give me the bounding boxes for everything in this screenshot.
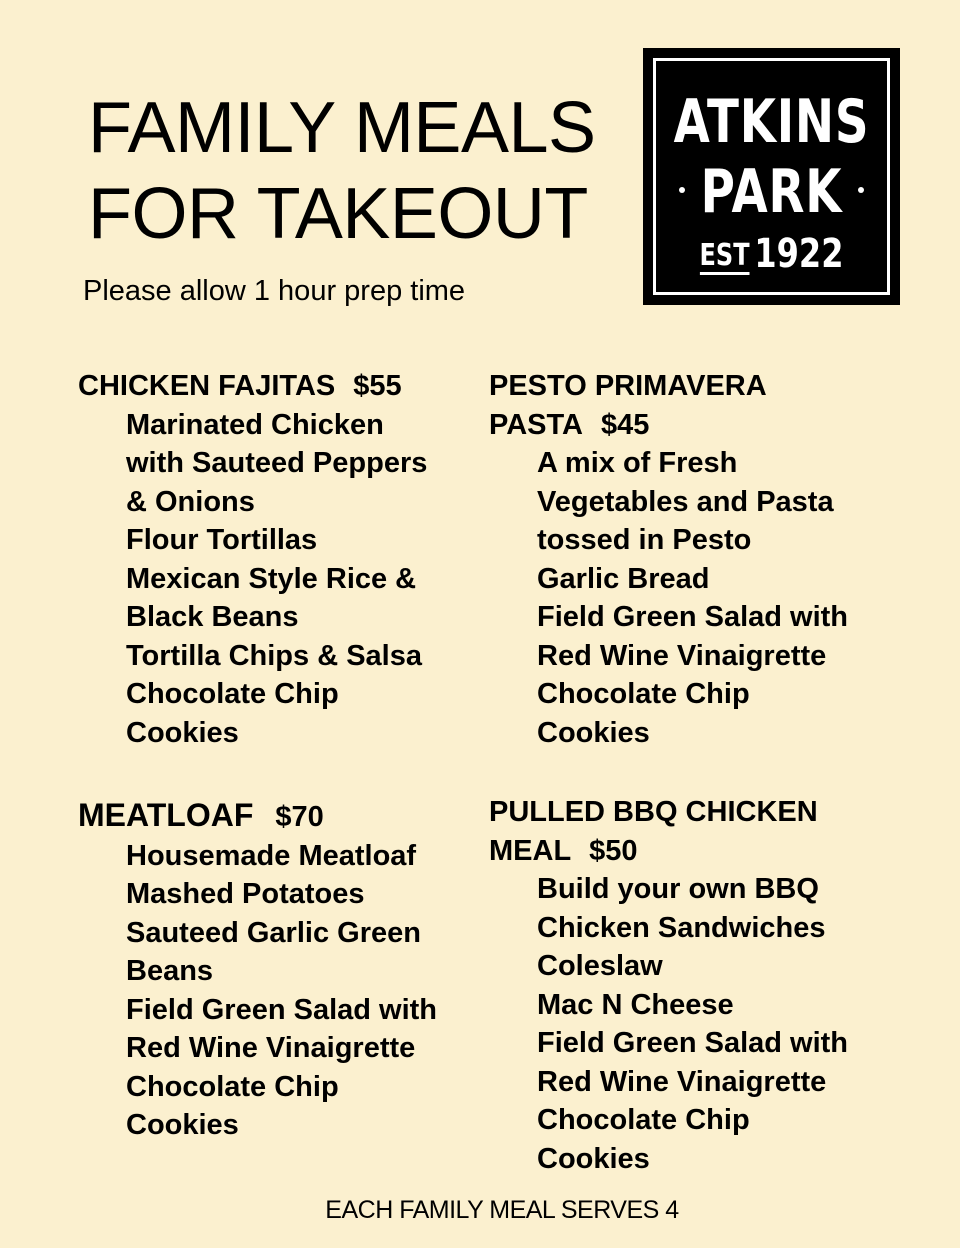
logo-dot-right	[858, 187, 864, 193]
menu-item: A mix of Fresh	[537, 447, 738, 479]
menu-item: Marinated Chicken	[126, 408, 384, 441]
menu-item: Build your own BBQ	[537, 873, 819, 905]
menu-item: Field Green Salad with	[126, 993, 438, 1026]
menu-item: Housemade Meatloaf	[126, 839, 417, 872]
menu-item: with Sauteed Peppers	[126, 447, 428, 479]
title-line-2: FOR TAKEOUT	[88, 174, 588, 254]
menu-item: & Onions	[126, 485, 255, 518]
meal-price: $70	[275, 801, 324, 833]
menu-section-fajitas	[78, 367, 427, 752]
logo-line-2: PARK	[700, 157, 843, 227]
menu-item: tossed in Pesto	[537, 524, 752, 556]
menu-item: Cookies	[126, 1109, 239, 1141]
logo-line-1: ATKINS	[673, 87, 870, 157]
atkins-park-logo	[643, 48, 900, 305]
menu-item: Chocolate Chip	[126, 678, 339, 710]
logo-year: 1922	[754, 231, 844, 277]
menu-item: Chocolate Chip	[537, 1104, 750, 1136]
meal-name: PASTA	[489, 408, 583, 441]
menu-item: Coleslaw	[537, 950, 663, 982]
menu-item: Red Wine Vinaigrette	[126, 1032, 416, 1064]
menu-item: Vegetables and Pasta	[537, 485, 834, 518]
menu-heading: PULLED BBQ CHICKEN	[489, 796, 818, 828]
logo-est-label: EST	[699, 238, 750, 273]
prep-time-note: Please allow 1 hour prep time	[83, 275, 466, 307]
serving-size-note: EACH FAMILY MEAL SERVES 4	[325, 1196, 679, 1224]
menu-item: Cookies	[537, 716, 650, 749]
menu-item: Field Green Salad with	[537, 601, 849, 633]
menu-item: Chicken Sandwiches	[537, 911, 826, 944]
meal-price: $45	[600, 408, 650, 441]
menu-item: Cookies	[126, 716, 239, 749]
menu-item: Field Green Salad with	[537, 1027, 849, 1059]
menu-item: Garlic Bread	[537, 562, 710, 595]
menu-heading	[78, 796, 437, 837]
menu-heading	[489, 832, 848, 871]
menu-item: Mashed Potatoes	[126, 878, 365, 910]
menu-heading	[78, 367, 427, 406]
meal-price: $55	[353, 370, 402, 402]
menu-item: Black Beans	[126, 601, 299, 633]
menu-item: Cookies	[537, 1142, 650, 1175]
menu-item: Tortilla Chips & Salsa	[126, 639, 422, 672]
menu-item: Chocolate Chip	[537, 678, 750, 710]
menu-item: Sauteed Garlic Green	[126, 916, 421, 949]
menu-item: Red Wine Vinaigrette	[537, 639, 827, 672]
menu-section-bbq	[489, 793, 848, 1178]
meal-name: MEATLOAF	[78, 797, 254, 833]
meal-name: MEAL	[489, 834, 572, 867]
menu-item: Flour Tortillas	[126, 524, 318, 556]
menu-section-meatloaf	[78, 796, 437, 1145]
meal-price: $50	[589, 834, 638, 867]
meal-name: CHICKEN FAJITAS	[78, 370, 336, 402]
menu-section-pesto	[489, 367, 848, 752]
menu-item: Beans	[126, 955, 214, 987]
logo-established	[669, 231, 875, 277]
menu-item: Mexican Style Rice &	[126, 562, 417, 595]
menu-heading	[489, 406, 848, 445]
menu-item: Red Wine Vinaigrette	[537, 1065, 827, 1098]
title-line-1: FAMILY MEALS	[88, 88, 596, 168]
menu-heading: PESTO PRIMAVERA	[489, 370, 767, 402]
menu-item: Chocolate Chip	[126, 1070, 339, 1103]
menu-item: Mac N Cheese	[537, 988, 734, 1021]
